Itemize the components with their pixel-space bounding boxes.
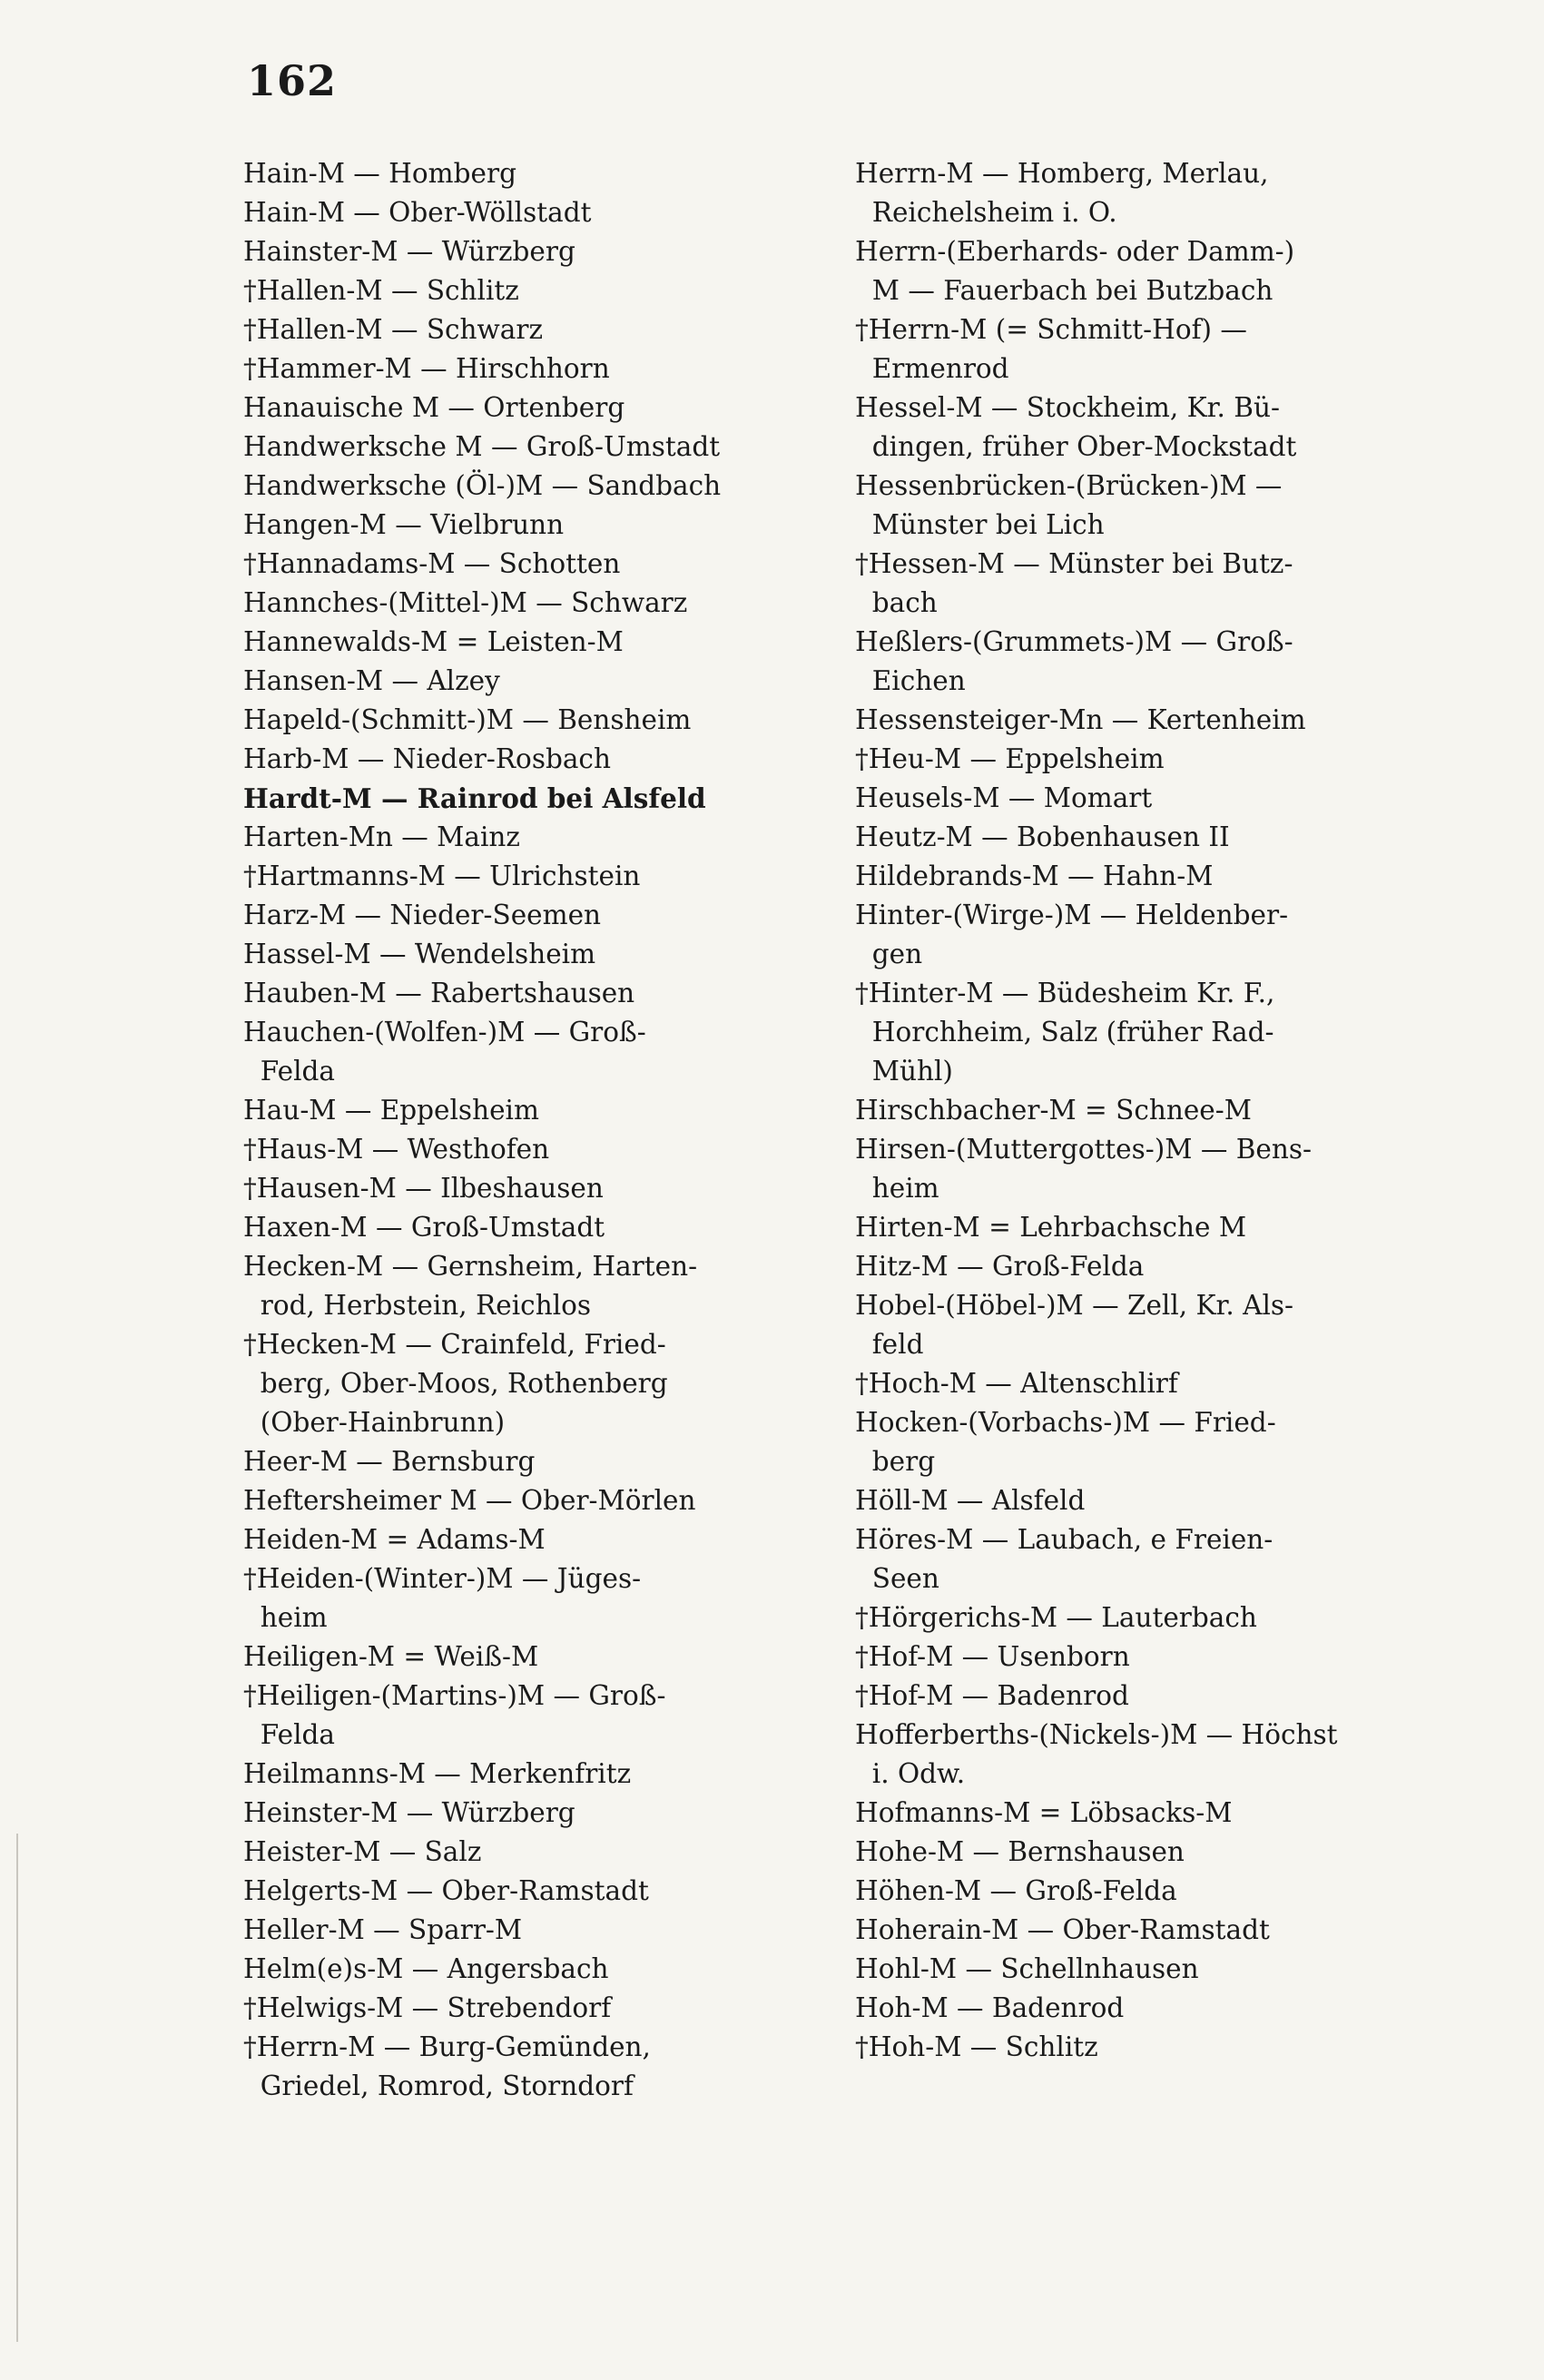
- index-entry-line: †Hausen-M — Ilbeshausen: [243, 1173, 604, 1204]
- index-entry-line: Heßlers-(Grummets-)M — Groß-: [855, 626, 1293, 657]
- index-entry-line: †Hartmanns-M — Ulrichstein: [243, 861, 641, 891]
- index-entry-line: Hohe-M — Bernshausen: [855, 1836, 1185, 1867]
- index-entry-line: †Hof-M — Badenrod: [855, 1680, 1129, 1711]
- index-entry-line: †Helwigs-M — Strebendorf: [243, 1992, 612, 2023]
- index-entry-line: Hessenbrücken-(Brücken-)M —: [855, 470, 1283, 501]
- index-entry-line: rod, Herbstein, Reichlos: [243, 1290, 592, 1321]
- index-entry-line: Hirten-M = Lehrbachsche M: [855, 1212, 1247, 1243]
- index-entry-line: Hohl-M — Schellnhausen: [855, 1953, 1199, 1984]
- index-entry-line: †Hammer-M — Hirschhorn: [243, 353, 610, 384]
- index-entry-line: Hauben-M — Rabertshausen: [243, 978, 635, 1008]
- index-entry-line: Hinter-(Wirge-)M — Heldenber-: [855, 900, 1289, 930]
- index-entry-line: Hain-M — Ober-Wöllstadt: [243, 197, 592, 228]
- index-entry-line: Heiden-M = Adams-M: [243, 1524, 546, 1555]
- index-entry-line: Heister-M — Salz: [243, 1836, 482, 1867]
- index-entry-line: Seen: [855, 1563, 939, 1594]
- index-entry-line: †Hoch-M — Altenschlirf: [855, 1368, 1178, 1399]
- index-entry-line: Hobel-(Höbel-)M — Zell, Kr. Als-: [855, 1290, 1294, 1321]
- index-entry-line: Höres-M — Laubach, e Freien-: [855, 1524, 1274, 1555]
- index-entry-line: Heiligen-M = Weiß-M: [243, 1641, 539, 1672]
- index-entry-line: Hannewalds-M = Leisten-M: [243, 626, 624, 657]
- index-entry-line: Hocken-(Vorbachs-)M — Fried-: [855, 1407, 1276, 1438]
- index-entry-line: Hain-M — Homberg: [243, 158, 516, 189]
- index-entry-line: (Ober-Hainbrunn): [243, 1407, 506, 1438]
- index-entry-line: Höhen-M — Groß-Felda: [855, 1875, 1177, 1906]
- index-entry-line: Hoherain-M — Ober-Ramstadt: [855, 1914, 1270, 1945]
- index-entry-line: Hirschbacher-M = Schnee-M: [855, 1095, 1252, 1126]
- index-entry-line: Hecken-M — Gernsheim, Harten-: [243, 1251, 698, 1282]
- index-entry-line: berg: [855, 1446, 936, 1477]
- index-entry-line: Hannches-(Mittel-)M — Schwarz: [243, 587, 688, 618]
- index-entry-line: Hardt-M — Rainrod bei Alsfeld: [243, 782, 706, 814]
- index-entry-line: †Heiden-(Winter-)M — Jüges-: [243, 1563, 642, 1594]
- index-entry-line: †Hoh-M — Schlitz: [855, 2031, 1098, 2062]
- index-entry-line: †Heiligen-(Martins-)M — Groß-: [243, 1680, 666, 1711]
- page-number: 162: [247, 56, 338, 105]
- index-entry-line: Hessel-M — Stockheim, Kr. Bü-: [855, 392, 1280, 423]
- index-entry-line: Hirsen-(Muttergottes-)M — Bens-: [855, 1134, 1312, 1165]
- index-entry-line: i. Odw.: [855, 1758, 966, 1789]
- index-entry-line: Hoh-M — Badenrod: [855, 1992, 1125, 2023]
- index-entry-line: Eichen: [855, 665, 966, 696]
- index-entry-line: †Herrn-M — Burg-Gemünden,: [243, 2031, 651, 2062]
- index-entry-line: Hofmanns-M = Löbsacks-M: [855, 1797, 1233, 1828]
- index-entry-line: Hapeld-(Schmitt-)M — Bensheim: [243, 704, 692, 735]
- index-entry-line: Hansen-M — Alzey: [243, 665, 500, 696]
- index-entry-line: †Hallen-M — Schwarz: [243, 314, 544, 345]
- index-entry-line: Hau-M — Eppelsheim: [243, 1095, 539, 1126]
- index-entry-line: gen: [855, 939, 923, 969]
- index-entry-line: Hitz-M — Groß-Felda: [855, 1251, 1145, 1282]
- index-entry-line: †Haus-M — Westhofen: [243, 1134, 550, 1165]
- index-entry-line: dingen, früher Ober-Mockstadt: [855, 431, 1297, 462]
- index-entry-line: Hangen-M — Vielbrunn: [243, 509, 565, 540]
- index-entry-line: Heer-M — Bernsburg: [243, 1446, 536, 1477]
- index-entry-line: †Hof-M — Usenborn: [855, 1641, 1130, 1672]
- index-entry-line: Haxen-M — Groß-Umstadt: [243, 1212, 605, 1243]
- index-entry-line: †Hannadams-M — Schotten: [243, 548, 621, 579]
- index-entry-line: Hessensteiger-Mn — Kertenheim: [855, 704, 1306, 735]
- index-entry-line: Münster bei Lich: [855, 509, 1105, 540]
- index-entry-line: †Hecken-M — Crainfeld, Fried-: [243, 1329, 666, 1360]
- index-entry-line: feld: [855, 1329, 924, 1360]
- index-entry-line: Herrn-M — Homberg, Merlau,: [855, 158, 1269, 189]
- index-entry-line: bach: [855, 587, 938, 618]
- index-entry-line: Helgerts-M — Ober-Ramstadt: [243, 1875, 649, 1906]
- scan-edge-mark: [16, 1834, 18, 2342]
- index-entry-line: Felda: [243, 1056, 335, 1087]
- index-entry-line: Heftersheimer M — Ober-Mörlen: [243, 1485, 696, 1516]
- index-entry-line: Mühl): [855, 1056, 953, 1087]
- index-entry-line: Felda: [243, 1719, 335, 1750]
- index-entry-line: Hildebrands-M — Hahn-M: [855, 861, 1214, 891]
- index-entry-line: †Hessen-M — Münster bei Butz-: [855, 548, 1293, 579]
- index-entry-line: Heutz-M — Bobenhausen II: [855, 821, 1230, 852]
- index-entry-line: Heilmanns-M — Merkenfritz: [243, 1758, 632, 1789]
- index-entry-line: Heusels-M — Momart: [855, 782, 1153, 813]
- index-entry-line: Horchheim, Salz (früher Rad-: [855, 1017, 1274, 1047]
- index-entry-line: Heller-M — Sparr-M: [243, 1914, 523, 1945]
- index-entry-line: berg, Ober-Moos, Rothenberg: [243, 1368, 668, 1399]
- index-entry-line: Reichelsheim i. O.: [855, 197, 1117, 228]
- index-entry-line: †Herrn-M (= Schmitt-Hof) —: [855, 314, 1247, 345]
- index-entry-line: Heinster-M — Würzberg: [243, 1797, 575, 1828]
- left-column: [243, 154, 815, 2106]
- index-entry-line: Hanauische M — Ortenberg: [243, 392, 625, 423]
- index-entry-line: Höll-M — Alsfeld: [855, 1485, 1086, 1516]
- index-entry-line: heim: [243, 1602, 328, 1633]
- index-entry-line: †Hallen-M — Schlitz: [243, 275, 519, 306]
- index-entry-line: Harten-Mn — Mainz: [243, 821, 520, 852]
- index-entry-line: Herrn-(Eberhards- oder Damm-): [855, 236, 1295, 267]
- index-entry-line: Hofferberths-(Nickels-)M — Höchst: [855, 1719, 1338, 1750]
- index-entry-line: Helm(e)s-M — Angersbach: [243, 1953, 609, 1984]
- index-entry-line: Hauchen-(Wolfen-)M — Groß-: [243, 1017, 646, 1047]
- index-entry-line: Ermenrod: [855, 353, 1009, 384]
- index-entry-line: Harz-M — Nieder-Seemen: [243, 900, 602, 930]
- index-entry-line: heim: [855, 1173, 939, 1204]
- index-entry-line: Handwerksche M — Groß-Umstadt: [243, 431, 721, 462]
- index-entry-line: †Heu-M — Eppelsheim: [855, 743, 1165, 774]
- index-entry-line: M — Fauerbach bei Butzbach: [855, 275, 1274, 306]
- right-column: [855, 154, 1411, 2067]
- index-entry-line: Hassel-M — Wendelsheim: [243, 939, 596, 969]
- index-entry-line: Handwerksche (Öl-)M — Sandbach: [243, 470, 722, 501]
- index-entry-line: Griedel, Romrod, Storndorf: [243, 2070, 634, 2101]
- index-entry-line: Harb-M — Nieder-Rosbach: [243, 743, 611, 774]
- index-entry-line: †Hörgerichs-M — Lauterbach: [855, 1602, 1257, 1633]
- index-entry-line: †Hinter-M — Büdesheim Kr. F.,: [855, 978, 1275, 1008]
- index-entry-line: Hainster-M — Würzberg: [243, 236, 575, 267]
